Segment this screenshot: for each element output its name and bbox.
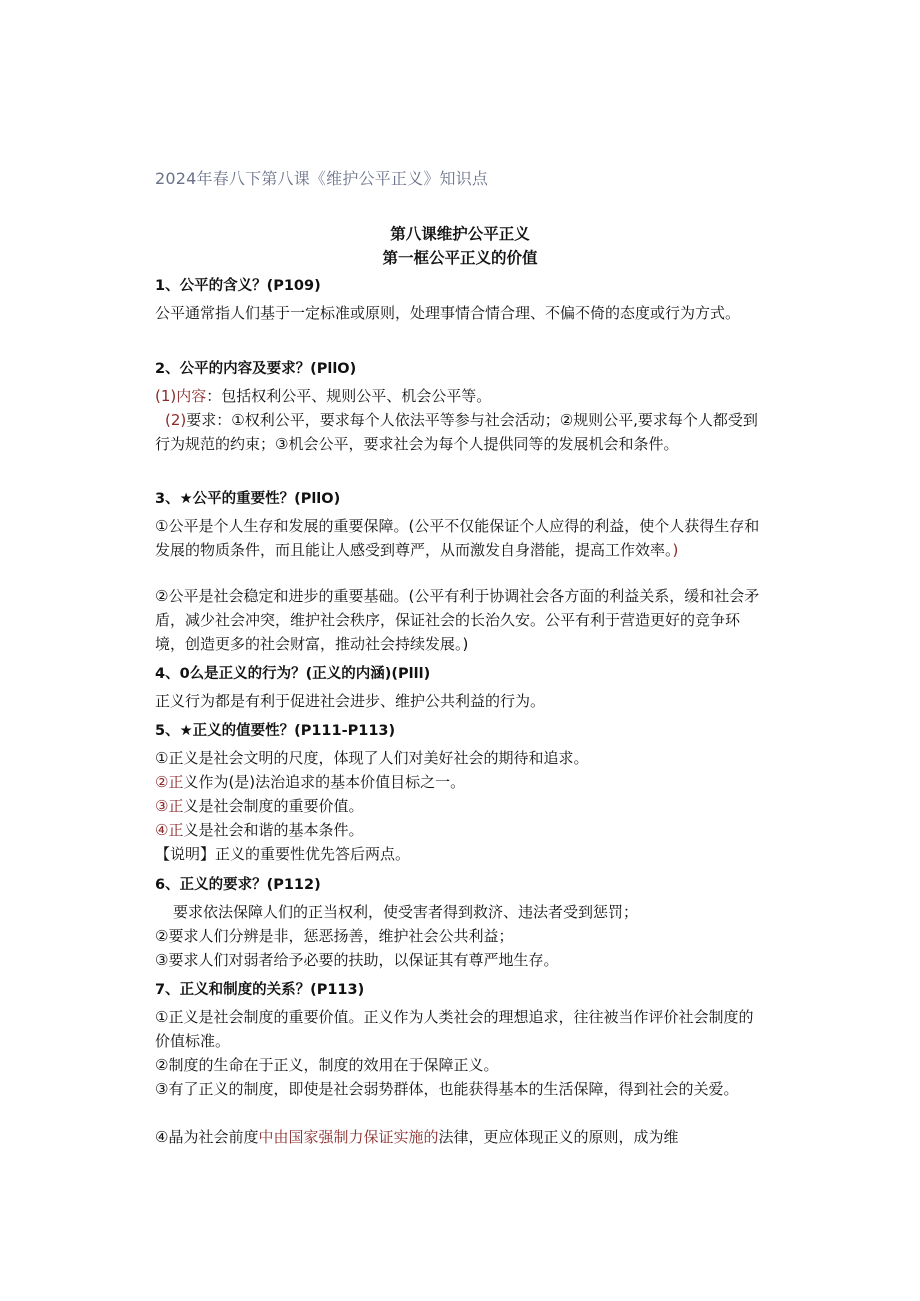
question-7: 7、正义和制度的关系？(P113) <box>155 982 365 998</box>
question-2: 2、公平的内容及要求？(PllO) <box>155 361 357 377</box>
answer-5-item-4 <box>155 818 767 842</box>
question-3: 3、★公平的重要性？(PllO) <box>155 491 341 507</box>
requirement-text: 要求：①权利公平，要求每个人依法平等参与社会活动；②规则公平,要求每个人都受到行为规范的约束；③机会公平，要求社会为每个人提供同等的发展机会和条件。 <box>155 411 758 453</box>
item-number: (2) <box>165 411 187 429</box>
answer-text: ①公平是个人生存和发展的重要保障。(公平不仅能保证个人应得的利益，使个人获得生存和发展的物质条件，而且能让人感受到尊严，从而激发自身潜能，提高工作效率。 <box>155 517 760 559</box>
question-5: 5、★正义的值要性？(P111-P113) <box>155 723 396 739</box>
answer-4: 正义行为都是有利于促进社会进步、维护公共利益的行为。 <box>155 692 546 710</box>
section-title: 第一框公平正义的价值 <box>382 249 538 267</box>
answer-7-item-3: ③有了正义的制度，即使是社会弱势群体，也能获得基本的生活保障，得到社会的关爱。 <box>155 1080 739 1098</box>
answer-2-item-1 <box>155 384 767 408</box>
answer-6-item-2: ②要求人们分辨是非，惩恶扬善，维护社会公共利益； <box>155 927 514 945</box>
answer-7-item-2: ②制度的生命在于正义，制度的效用在于保障正义。 <box>155 1056 499 1074</box>
answer-6-item-1: 要求依法保障人们的正当权利，使受害者得到救济、违法者受到惩罚； <box>173 903 639 921</box>
item-text-end: 法律，更应体现正义的原则，成为维 <box>438 1128 679 1146</box>
answer-5-item-3 <box>155 794 767 818</box>
answer-3-item-2: ②公平是社会稳定和进步的重要基础。(公平有利于协调社会各方面的利益关系，缓和社会矛盾，减少社会冲突，维护社会秩序，保证社会的长治久安。公平有利于营造更好的竞争环境，创造更多的社会财富，推动社会持续发展。) <box>155 587 760 653</box>
question-1: 1、公平的含义？(P109) <box>155 278 321 294</box>
lesson-title: 第八课维护公平正义 <box>390 225 530 243</box>
content-text: ：包括权利公平、规则公平、机会公平等。 <box>206 387 492 405</box>
answer-3-item-1 <box>155 514 767 562</box>
answer-2-item-2 <box>155 408 767 456</box>
item-number: (1) <box>155 387 177 405</box>
highlight-text-2: 力保证实施的 <box>348 1128 439 1146</box>
answer-1: 公平通常指人们基于一定标准或原则，处理事情合情合理、不偏不倚的态度或行为方式。 <box>155 304 741 322</box>
content-label: 内容 <box>176 387 207 405</box>
item-marker: ②正 <box>155 773 184 791</box>
item-marker: ③正 <box>155 797 184 815</box>
closing-paren: ) <box>672 541 679 559</box>
item-text-start: ④晶为社会前度 <box>155 1128 259 1146</box>
answer-5-item-1: ①正义是社会文明的尺度，体现了人们对美好社会的期待和追求。 <box>155 749 589 767</box>
question-6: 6、正义的要求？(P112) <box>155 877 321 893</box>
item-text: 义作为(是)法治追求的基本价值目标之一。 <box>183 773 466 791</box>
answer-7-item-1: ①正义是社会制度的重要价值。正义作为人类社会的理想追求，往往被当作评价社会制度的价值标准。 <box>155 1008 754 1050</box>
answer-5-note: 【说明】正义的重要性优先答后两点。 <box>155 845 411 863</box>
item-marker: ④正 <box>155 821 184 839</box>
highlight-text-1: 中由国家强制 <box>258 1128 349 1146</box>
answer-5-item-2 <box>155 770 767 794</box>
answer-7-item-4 <box>155 1125 767 1149</box>
document-title: 2024年春八下第八课《维护公平正义》知识点 <box>155 169 489 188</box>
item-text: 义是社会制度的重要价值。 <box>183 797 364 815</box>
question-4: 4、0么是正义的行为？(正义的内涵)(Plll) <box>155 666 431 682</box>
answer-6-item-3: ③要求人们对弱者给予必要的扶助，以保证其有尊严地生存。 <box>155 951 559 969</box>
item-text: 义是社会和谐的基本条件。 <box>183 821 364 839</box>
